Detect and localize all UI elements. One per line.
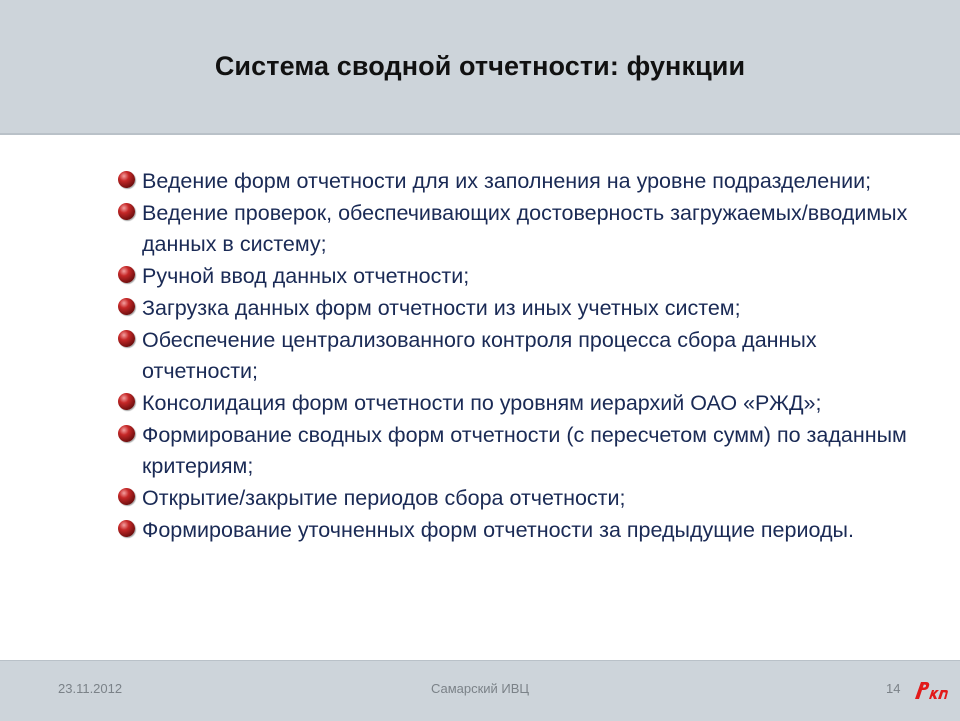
bullet-list xyxy=(118,166,908,546)
bullet-text: Формирование сводных форм отчетности (с пересчетом сумм) по заданным критериям; xyxy=(142,423,907,478)
list-item xyxy=(118,483,908,514)
red-sphere-bullet-icon xyxy=(118,425,135,442)
bullet-text: Открытие/закрытие периодов сбора отчетности; xyxy=(142,486,626,510)
list-item xyxy=(118,198,908,260)
red-sphere-bullet-icon xyxy=(118,266,135,283)
red-sphere-bullet-icon xyxy=(118,488,135,505)
rzd-logo-icon xyxy=(913,679,949,701)
list-item xyxy=(118,515,908,546)
header-band xyxy=(0,0,960,135)
red-sphere-bullet-icon xyxy=(118,520,135,537)
red-sphere-bullet-icon xyxy=(118,203,135,220)
footer-date: 23.11.2012 xyxy=(58,681,123,696)
page-number: 14 xyxy=(886,681,901,696)
footer-band xyxy=(0,660,960,721)
slide-title: Система сводной отчетности: функции xyxy=(214,51,746,81)
bullet-text: Консолидация форм отчетности по уровням иерархий ОАО «РЖД»; xyxy=(142,391,822,415)
list-item xyxy=(118,261,908,292)
bullet-text: Обеспечение централизованного контроля процесса сбора данных отчетности; xyxy=(142,328,817,383)
content-area xyxy=(118,166,908,547)
bullet-text: Формирование уточненных форм отчетности за предыдущие периоды. xyxy=(142,518,854,542)
bullet-text: Ведение форм отчетности для их заполнения на уровне подразделении; xyxy=(142,169,872,193)
red-sphere-bullet-icon xyxy=(118,393,135,410)
list-item xyxy=(118,166,908,197)
list-item xyxy=(118,325,908,387)
list-item xyxy=(118,388,908,419)
list-item xyxy=(118,420,908,482)
red-sphere-bullet-icon xyxy=(118,330,135,347)
bullet-text: Ручной ввод данных отчетности; xyxy=(142,264,470,288)
bullet-text: Загрузка данных форм отчетности из иных учетных систем; xyxy=(142,296,741,320)
red-sphere-bullet-icon xyxy=(118,171,135,188)
bullet-text: Ведение проверок, обеспечивающих достоверность загружаемых/вводимых данных в систему; xyxy=(142,201,908,256)
footer-organization: Самарский ИВЦ xyxy=(430,681,530,696)
list-item xyxy=(118,293,908,324)
red-sphere-bullet-icon xyxy=(118,298,135,315)
